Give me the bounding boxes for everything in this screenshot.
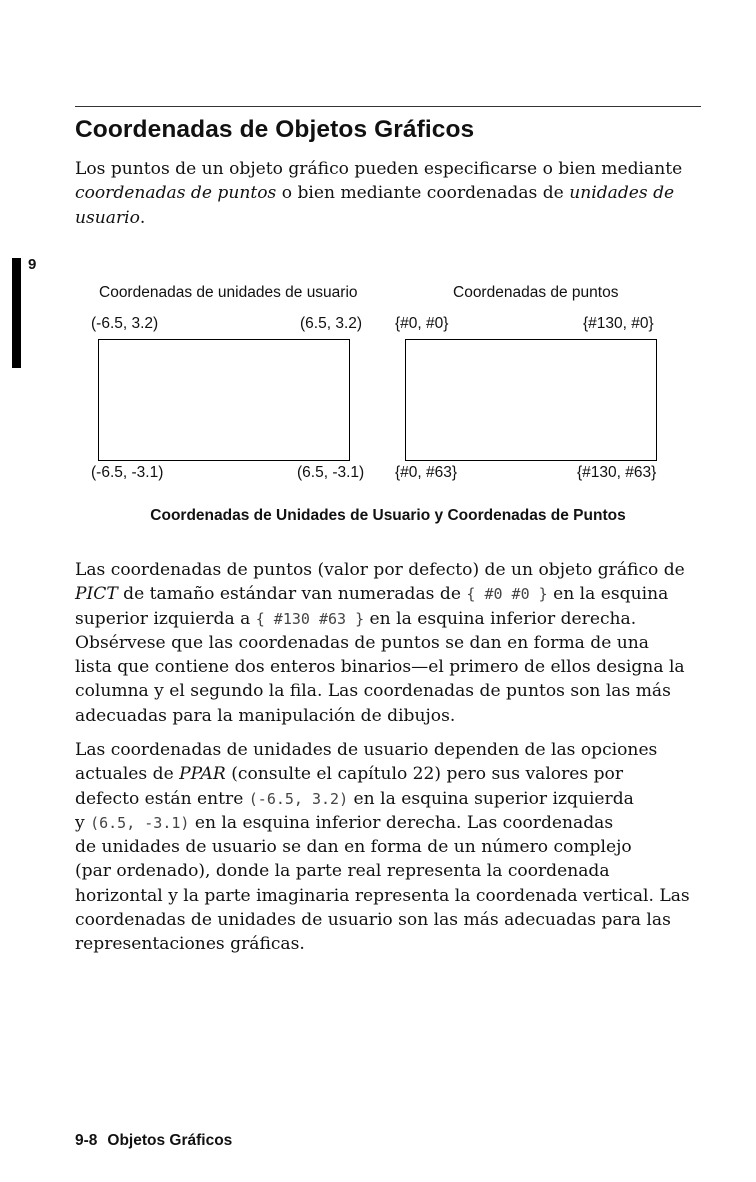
- code-text: { #130 #63 }: [255, 609, 365, 628]
- pixel-coords-frame: [405, 339, 657, 461]
- footer-section-title: Objetos Gráficos: [107, 1132, 233, 1149]
- pixel-coords-title: Coordenadas de puntos: [453, 284, 619, 301]
- text-span: defecto están entre: [75, 788, 249, 809]
- text-span: en la esquina inferior derecha. Las coordenadas: [189, 812, 614, 833]
- page-title: Coordenadas de Objetos Gráficos: [75, 116, 475, 143]
- intro-paragraph: [75, 157, 701, 230]
- text-span: o bien mediante coordenadas de: [276, 183, 570, 204]
- paragraph-line: adecuadas para la manipulación de dibujos.: [75, 705, 456, 726]
- paragraph-line: Obsérvese que las coordenadas de puntos se dan en forma de una: [75, 632, 650, 653]
- paragraph-line: representaciones gráficas.: [75, 934, 305, 955]
- paragraph-line: (par ordenado), donde la parte real representa la coordenada: [75, 861, 610, 882]
- intro-line: Los puntos de un objeto gráfico pueden especificarse o bien mediante: [75, 159, 683, 179]
- user-bottom-right-label: (6.5, -3.1): [297, 464, 365, 481]
- emphasis-text: coordenadas de puntos: [75, 183, 277, 204]
- text-span: .: [139, 207, 146, 228]
- paragraph-line: [75, 811, 701, 835]
- text-span: en la esquina: [547, 584, 669, 605]
- user-units-title: Coordenadas de unidades de usuario: [99, 284, 358, 301]
- emphasis-text: PICT: [75, 584, 118, 605]
- text-span: y: [75, 812, 91, 833]
- paragraph-line: horizontal y la parte imaginaria representa la coordenada vertical. Las: [75, 885, 690, 906]
- text-span: en la esquina superior izquierda: [348, 788, 634, 809]
- pixel-top-left-label: {#0, #0}: [395, 315, 449, 332]
- paragraph-line: [75, 787, 701, 811]
- paragraph-line: Las coordenadas de unidades de usuario dependen de las opciones: [75, 740, 658, 760]
- user-units-paragraph: [75, 738, 701, 957]
- intro-line: [75, 206, 701, 230]
- paragraph-line: [75, 607, 701, 631]
- pixel-coords-paragraph: [75, 558, 701, 728]
- paragraph-line: [75, 582, 701, 606]
- chapter-tab-bar: [12, 258, 21, 368]
- page-footer: [75, 1132, 232, 1150]
- code-text: (-6.5, 3.2): [248, 789, 349, 808]
- text-span: actuales de: [75, 764, 180, 785]
- text-span: superior izquierda a: [75, 608, 256, 629]
- user-top-left-label: (-6.5, 3.2): [91, 315, 159, 332]
- user-top-right-label: (6.5, 3.2): [300, 315, 363, 332]
- paragraph-line: [75, 762, 701, 786]
- user-units-frame: [98, 339, 350, 461]
- emphasis-text: unidades de: [569, 183, 675, 204]
- paragraph-line: lista que contiene dos enteros binarios—el primero de ellos designa la: [75, 657, 685, 678]
- pixel-top-right-label: {#130, #0}: [583, 315, 654, 332]
- page-number: 9-8: [75, 1132, 98, 1149]
- figure-caption: Coordenadas de Unidades de Usuario y Coordenadas de Puntos: [150, 507, 626, 524]
- intro-line: [75, 181, 701, 205]
- paragraph-line: columna y el segundo la fila. Las coordenadas de puntos son las más: [75, 681, 671, 702]
- pixel-bottom-right-label: {#130, #63}: [577, 464, 657, 481]
- text-span: (consulte el capítulo 22) pero sus valores por: [225, 764, 623, 785]
- emphasis-text: usuario: [75, 207, 140, 228]
- paragraph-line: de unidades de usuario se dan en forma de un número complejo: [75, 837, 632, 858]
- header-rule: [75, 106, 701, 107]
- text-span: en la esquina inferior derecha.: [364, 608, 637, 629]
- text-span: de tamaño estándar van numeradas de: [117, 584, 467, 605]
- code-text: { #0 #0 }: [466, 585, 548, 604]
- chapter-tab-number: 9: [28, 256, 37, 273]
- paragraph-line: Las coordenadas de puntos (valor por defecto) de un objeto gráfico de: [75, 560, 685, 580]
- code-text: (6.5, -3.1): [90, 813, 190, 832]
- paragraph-line: coordenadas de unidades de usuario son las más adecuadas para las: [75, 910, 671, 931]
- pixel-bottom-left-label: {#0, #63}: [395, 464, 458, 481]
- user-bottom-left-label: (-6.5, -3.1): [91, 464, 164, 481]
- emphasis-text: PPAR: [179, 764, 226, 785]
